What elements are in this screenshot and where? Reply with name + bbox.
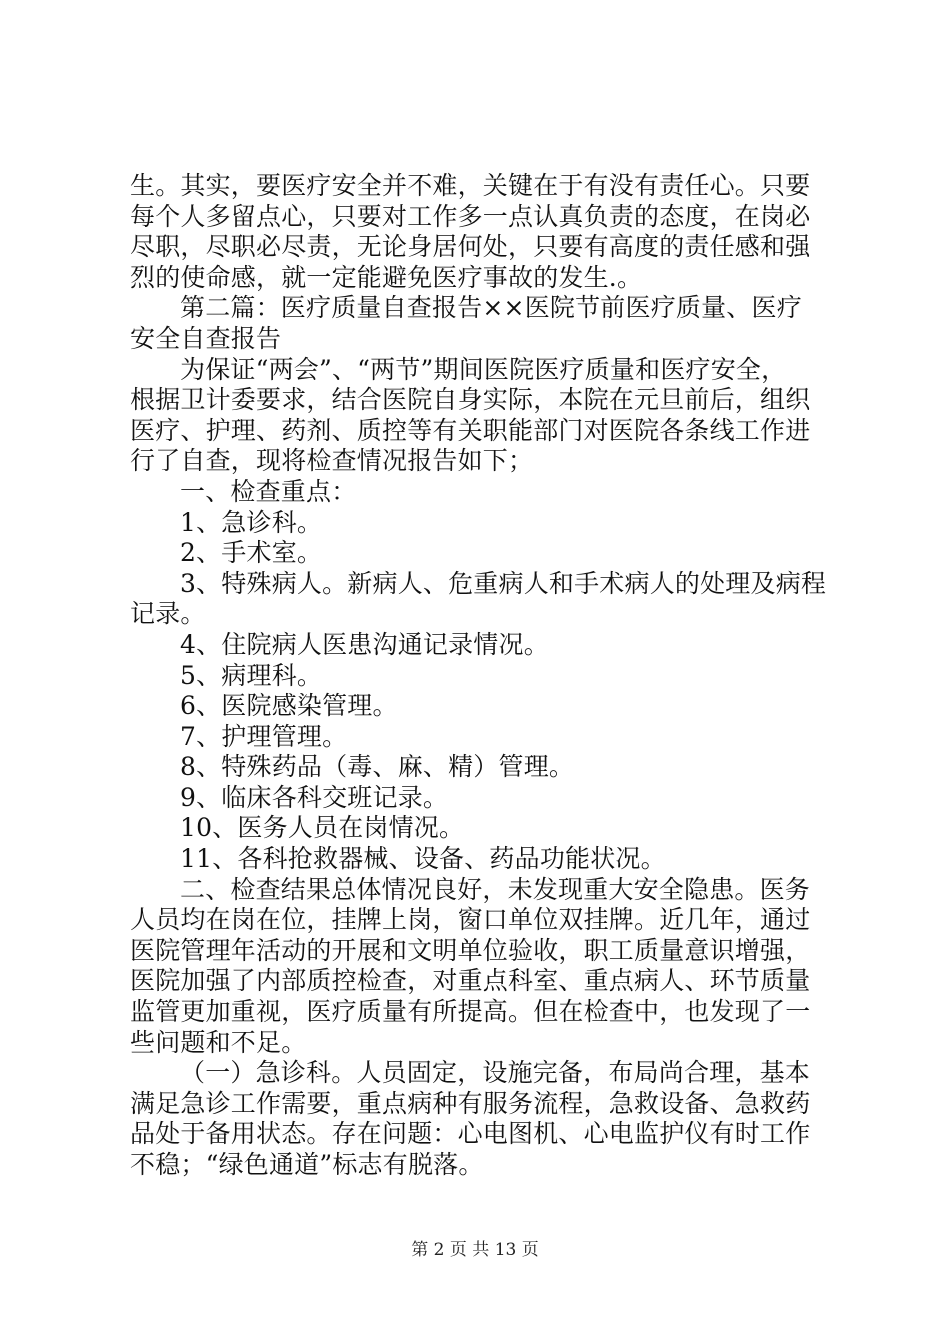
- text-line: 第二篇：医疗质量自查报告××医院节前医疗质量、医疗: [180, 293, 802, 323]
- text-line: 二、检查结果总体情况良好，未发现重大安全隐患。医务: [180, 874, 811, 904]
- text-line: 1、急诊科。: [180, 507, 323, 537]
- text-line: 烈的使命感，就一定能避免医疗事故的发生.。: [130, 262, 643, 292]
- text-line: 5、病理科。: [180, 660, 323, 690]
- text-line: 尽职，尽职必尽责，无论身居何处，只要有高度的责任感和强: [130, 232, 811, 262]
- text-line: 些问题和不足。: [130, 1027, 307, 1057]
- text-line: 记录。: [130, 599, 206, 629]
- text-line: 一、检查重点：: [180, 476, 357, 506]
- text-line: 4、住院病人医患沟通记录情况。: [180, 629, 549, 659]
- text-line: 医院加强了内部质控检查，对重点科室、重点病人、环节质量: [130, 966, 811, 996]
- text-line: 医院管理年活动的开展和文明单位验收，职工质量意识增强，: [130, 935, 811, 965]
- text-line: 行了自查，现将检查情况报告如下；: [130, 446, 534, 476]
- text-line: 生。其实，要医疗安全并不难，关键在于有没有责任心。只要: [130, 171, 811, 200]
- text-line: 2、手术室。: [180, 538, 323, 568]
- text-line: 6、医院感染管理。: [180, 691, 398, 721]
- text-line: 满足急诊工作需要，重点病种有服务流程，急救设备、急救药: [130, 1088, 811, 1118]
- text-line: 人员均在岗在位，挂牌上岗，窗口单位双挂牌。近几年，通过: [130, 905, 811, 935]
- text-line: 不稳；“绿色通道”标志有脱落。: [130, 1150, 484, 1179]
- text-line: 安全自查报告: [130, 323, 282, 353]
- text-line: 监管更加重视，医疗质量有所提高。但在检查中，也发现了一: [130, 997, 811, 1027]
- text-line: 9、临床各科交班记录。: [180, 782, 449, 812]
- text-line: 10、医务人员在岗情况。: [180, 813, 465, 843]
- text-line: （一）急诊科。人员固定，设施完备，布局尚合理，基本: [180, 1058, 811, 1088]
- text-line: 3、特殊病人。新病人、危重病人和手术病人的处理及病程: [180, 568, 827, 598]
- text-line: 为保证“两会”、“两节”期间医院医疗质量和医疗安全，: [180, 354, 787, 384]
- text-line: 每个人多留点心，只要对工作多一点认真负责的态度，在岗必: [130, 201, 811, 231]
- text-line: 8、特殊药品（毒、麻、精）管理。: [180, 752, 575, 782]
- text-line: 11、各科抢救器械、设备、药品功能状况。: [180, 844, 666, 874]
- document-body: [130, 171, 830, 1181]
- page-footer: 第 2 页 共 13 页: [411, 1240, 539, 1260]
- text-line: 品处于备用状态。存在问题：心电图机、心电监护仪有时工作: [130, 1119, 811, 1149]
- text-line: 7、护理管理。: [180, 721, 348, 751]
- text-line: 根据卫计委要求，结合医院自身实际，本院在元旦前后，组织: [130, 385, 811, 415]
- text-line: 医疗、护理、药剂、质控等有关职能部门对医院各条线工作进: [130, 415, 811, 445]
